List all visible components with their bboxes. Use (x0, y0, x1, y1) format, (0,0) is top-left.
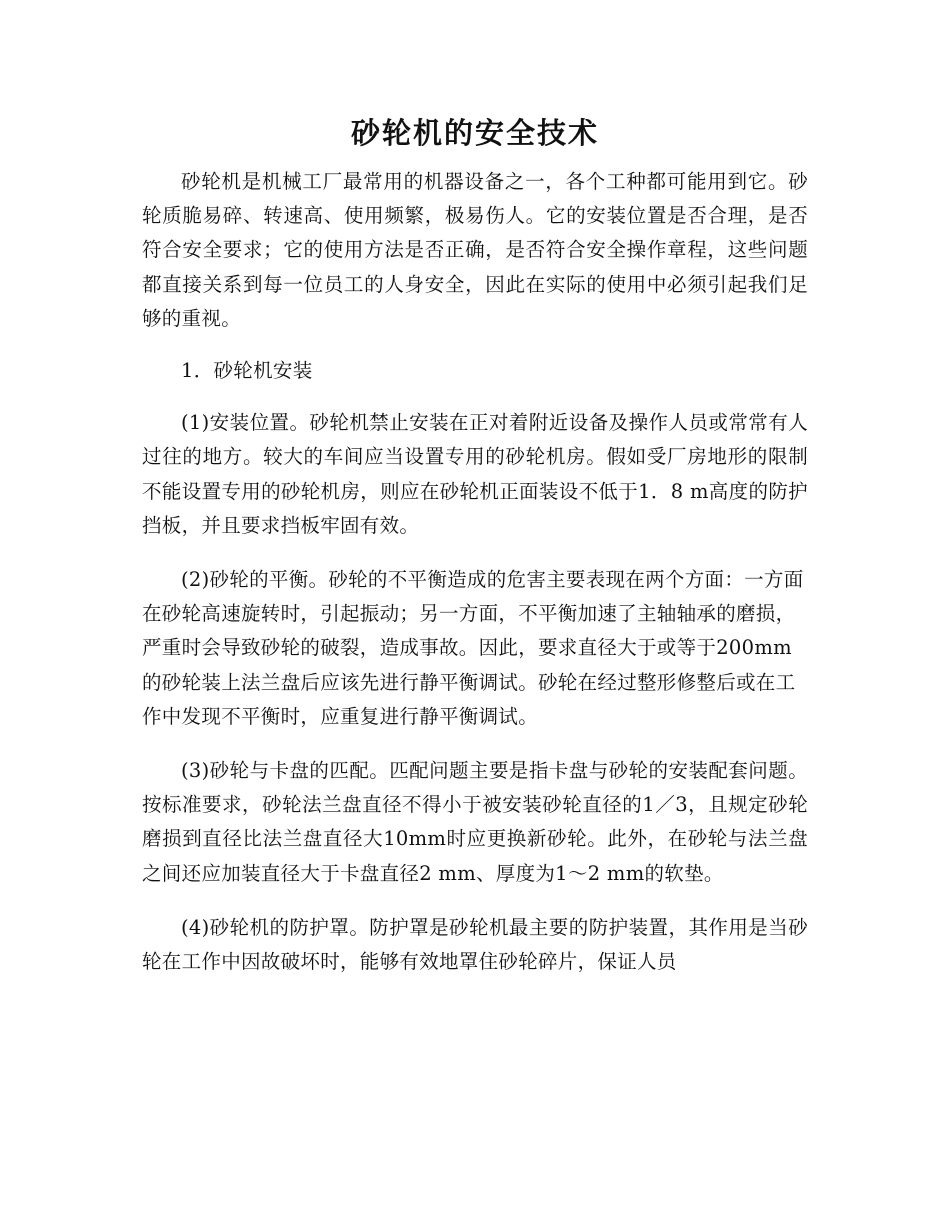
paragraph-wheel-balance: (2)砂轮的平衡。砂轮的不平衡造成的危害主要表现在两个方面：一方面在砂轮高速旋转时，引起振动；另一方面，不平衡加速了主轴轴承的磨损，严重时会导致砂轮的破裂，造成事故。因此，要求直径大于或等于200mm的砂轮装上法兰盘后应该先进行静平衡调试。砂轮在经过整形修整后或在工作中发现不平衡时，应重复进行静平衡调试。 (142, 568, 804, 728)
document-body (142, 165, 808, 979)
section-heading-installation: 1．砂轮机安装 (181, 359, 313, 383)
document-title: 砂轮机的安全技术 (350, 116, 599, 150)
paragraph-protective-cover: (4)砂轮机的防护罩。防护罩是砂轮机最主要的防护装置，其作用是当砂轮在工作中因故破坏时，能够有效地罩住砂轮碎片，保证人员 (142, 915, 808, 974)
paragraph-wheel-chuck-matching: (3)砂轮与卡盘的匹配。匹配问题主要是指卡盘与砂轮的安装配套问题。按标准要求，砂轮法兰盘直径不得小于被安装砂轮直径的1／3，且规定砂轮磨损到直径比法兰盘直径大10mm时应更换新砂轮。此外，在砂轮与法兰盘之间还应加装直径大于卡盘直径2 mm、厚度为1～2 mm的软垫。 (142, 759, 808, 885)
intro-paragraph: 砂轮机是机械工厂最常用的机器设备之一，各个工种都可能用到它。砂轮质脆易碎、转速高、使用频繁，极易伤人。它的安装位置是否合理，是否符合安全要求；它的使用方法是否正确，是否符合安全操作章程，这些问题都直接关系到每一位员工的人身安全，因此在实际的使用中必须引起我们足够的重视。 (142, 170, 808, 330)
paragraph-installation-position: (1)安装位置。砂轮机禁止安装在正对着附近设备及操作人员或常常有人过往的地方。较大的车间应当设置专用的砂轮机房。假如受厂房地形的限制不能设置专用的砂轮机房，则应在砂轮机正面装设不低于1．8 m高度的防护挡板，并且要求挡板牢固有效。 (142, 411, 808, 537)
